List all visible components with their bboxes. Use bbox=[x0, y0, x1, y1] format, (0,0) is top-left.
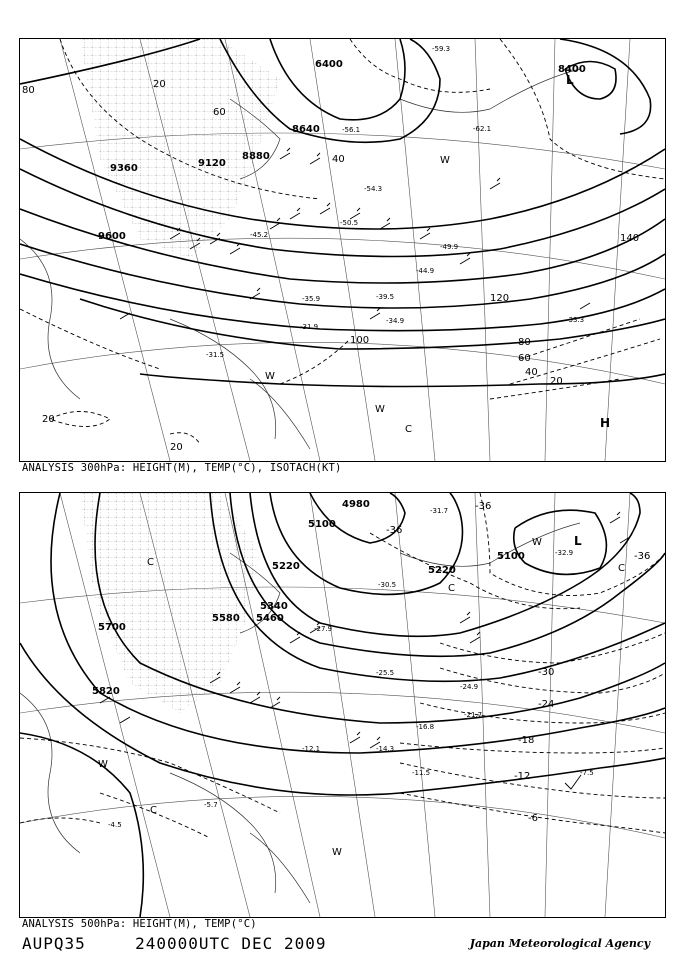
temp-label: -56.1 bbox=[342, 126, 361, 134]
height-label: 9120 bbox=[198, 158, 226, 169]
isotach-label: 40 bbox=[525, 367, 538, 378]
temp-label: -32.9 bbox=[555, 549, 574, 557]
height-label: 5100 bbox=[497, 551, 525, 562]
temp-label: -11.5 bbox=[412, 769, 431, 777]
warm-marker: W bbox=[332, 847, 342, 858]
isotach-label: 120 bbox=[490, 293, 510, 304]
temp-label: -50.5 bbox=[340, 219, 359, 227]
agency-name: Japan Meteorological Agency bbox=[469, 937, 650, 950]
temp-label: -27.9 bbox=[314, 625, 333, 633]
height-label: 5460 bbox=[256, 613, 284, 624]
isotherm-label: -12 bbox=[514, 771, 531, 782]
isotach-label: 60 bbox=[213, 107, 226, 118]
low-center-label: L bbox=[566, 73, 574, 87]
warm-marker: W bbox=[440, 155, 450, 166]
height-label: 4980 bbox=[342, 499, 370, 510]
isotach-label: 20 bbox=[170, 442, 183, 453]
high-center-label: H bbox=[600, 416, 611, 430]
cold-marker: C bbox=[150, 805, 157, 816]
height-label: 5580 bbox=[212, 613, 240, 624]
chart-500hpa bbox=[19, 492, 666, 918]
lower-chart-caption: ANALYSIS 500hPa: HEIGHT(M), TEMP(°C) bbox=[22, 918, 257, 930]
height-label: 5100 bbox=[308, 519, 336, 530]
isotach-label: 140 bbox=[620, 233, 640, 244]
temp-label: -59.3 bbox=[432, 45, 451, 53]
cold-marker: C bbox=[147, 557, 154, 568]
isotherm-label: -18 bbox=[518, 735, 535, 746]
temp-label: -31.5 bbox=[206, 351, 225, 359]
temp-label: -45.2 bbox=[250, 231, 269, 239]
isotherm-label: -24 bbox=[538, 699, 555, 710]
warm-marker: W bbox=[265, 371, 275, 382]
cold-marker: C bbox=[405, 424, 412, 435]
isotherm-label: -36 bbox=[475, 501, 492, 512]
height-label: 5220 bbox=[272, 561, 300, 572]
temp-label: -14.3 bbox=[376, 745, 395, 753]
temp-label: -5.7 bbox=[204, 801, 218, 809]
temp-label: -39.5 bbox=[376, 293, 395, 301]
temp-label: -24.9 bbox=[460, 683, 479, 691]
cold-marker: C bbox=[618, 563, 625, 574]
temp-label: -30.5 bbox=[378, 581, 397, 589]
temp-label: -44.9 bbox=[416, 267, 435, 275]
isotach-label: 40 bbox=[332, 154, 345, 165]
map-500hpa bbox=[20, 493, 665, 917]
isotach-label: 80 bbox=[22, 85, 35, 96]
temp-label: -21.7 bbox=[464, 711, 483, 719]
isotach-label: 20 bbox=[550, 376, 563, 387]
height-label: 8880 bbox=[242, 151, 270, 162]
temp-label: -54.3 bbox=[364, 185, 383, 193]
warm-marker: W bbox=[98, 759, 108, 770]
pressure-centers bbox=[574, 534, 582, 548]
isotach-label: 20 bbox=[153, 79, 166, 90]
bulletin-code: AUPQ35 bbox=[22, 934, 86, 953]
snow-cover-region bbox=[80, 39, 280, 259]
bulletin-datetime: 240000UTC DEC 2009 bbox=[135, 934, 327, 953]
height-label: 8640 bbox=[292, 124, 320, 135]
temp-label: -16.8 bbox=[416, 723, 435, 731]
temp-label: -25.5 bbox=[376, 669, 395, 677]
temp-label: -35.9 bbox=[302, 295, 321, 303]
height-label: 9360 bbox=[110, 163, 138, 174]
temp-label: -49.9 bbox=[440, 243, 459, 251]
warm-cold-markers bbox=[265, 155, 450, 435]
temp-label: -12.1 bbox=[302, 745, 321, 753]
temp-label: -62.1 bbox=[473, 125, 492, 133]
height-label: 5220 bbox=[428, 565, 456, 576]
isotach-label: 20 bbox=[42, 414, 55, 425]
upper-chart-caption: ANALYSIS 300hPa: HEIGHT(M), TEMP(°C), ISOTACH(KT) bbox=[22, 462, 342, 474]
temp-label: -4.5 bbox=[108, 821, 122, 829]
temp-label: -31.9 bbox=[300, 323, 319, 331]
isotach-label: 100 bbox=[350, 335, 370, 346]
height-label: 8400 bbox=[558, 64, 586, 75]
height-label: 6400 bbox=[315, 59, 343, 70]
low-center-label: L bbox=[574, 534, 582, 548]
warm-marker: W bbox=[532, 537, 542, 548]
isotach-label: 80 bbox=[518, 337, 531, 348]
height-label: 9600 bbox=[98, 231, 126, 242]
chart-300hpa bbox=[19, 38, 666, 462]
bulletin-header bbox=[22, 934, 326, 953]
height-label: 5700 bbox=[98, 622, 126, 633]
isotherm-label: -36 bbox=[634, 551, 651, 562]
isotherm-label: -6 bbox=[528, 813, 538, 824]
isotach-label: 60 bbox=[518, 353, 531, 364]
height-label: 5820 bbox=[92, 686, 120, 697]
temp-label: -34.9 bbox=[386, 317, 405, 325]
warm-marker: W bbox=[375, 404, 385, 415]
temp-label: -33.3 bbox=[566, 316, 585, 324]
isotherm-label: -30 bbox=[538, 667, 555, 678]
isotherm-label: -36 bbox=[386, 525, 403, 536]
height-label: 5340 bbox=[260, 601, 288, 612]
cold-marker: C bbox=[448, 583, 455, 594]
map-300hpa bbox=[20, 39, 665, 461]
temp-label: -31.7 bbox=[430, 507, 449, 515]
snow-cover-region bbox=[80, 493, 260, 713]
temp-label: -7.5 bbox=[580, 769, 594, 777]
